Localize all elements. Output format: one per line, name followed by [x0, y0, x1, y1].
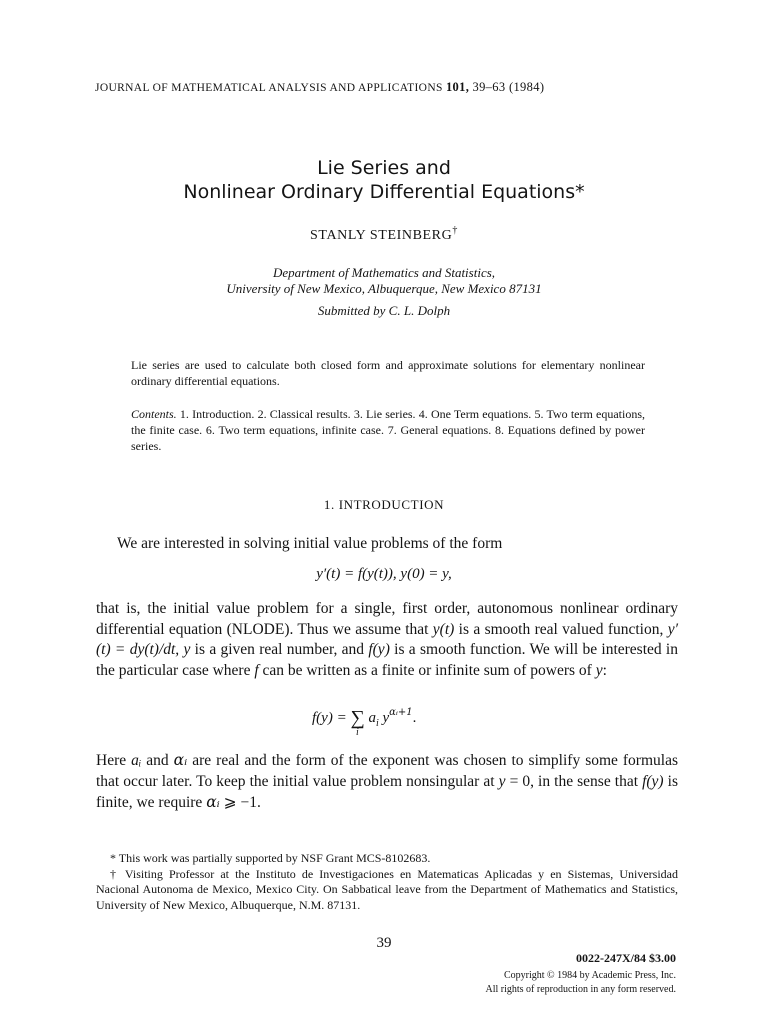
p2-math-b: y(t) — [432, 620, 455, 638]
eq2-exponent: αᵢ+1 — [389, 707, 413, 718]
p3-text-e: are real and the form of the exponent was chosen to simplify some formulas that occur later. To keep the initial value problem nonsingular at — [96, 752, 678, 790]
equation-1: y′(t) = f(y(t)), y(0) = y, — [316, 566, 452, 582]
equation-2 — [312, 705, 417, 738]
summation-index: i — [356, 727, 359, 738]
p3-text-a: Here — [96, 752, 132, 769]
p2-math-f: f(y) — [368, 641, 390, 658]
affiliation-line-1: Department of Mathematics and Statistics, — [272, 265, 496, 280]
p2-text-c: is a smooth real valued function, — [454, 620, 668, 638]
eq2-coef: a — [364, 710, 376, 726]
copyright-line-1: Copyright © 1984 by Academic Press, Inc. — [503, 970, 676, 981]
affiliation-line-2: University of New Mexico, Albuquerque, New Mexico 87131 — [226, 281, 542, 296]
section-heading — [0, 497, 768, 513]
section-title: INTRODUCTION — [338, 497, 445, 512]
paragraph-1: We are interested in solving initial value problems of the form — [117, 535, 503, 552]
submitted-by: Submitted by C. L. Dolph — [317, 303, 451, 318]
summation-symbol: ∑ — [350, 707, 365, 729]
p2-text-i: can be written as a finite or infinite sum of powers of — [258, 661, 596, 679]
p3-text-c: and — [141, 752, 174, 769]
p2-text-g: is a smooth function. We will be interested in the particular case where — [96, 641, 678, 679]
p2-text-a: that is, the initial value problem for a single, first order, autonomous nonlinear ordinary differential equation (NLODE). Thus we assume that — [96, 600, 678, 638]
p3-text-g: = 0, in the sense that — [505, 772, 643, 790]
author — [0, 225, 768, 244]
paper-title-line-2: Nonlinear Ordinary Differential Equations* — [183, 181, 585, 203]
copyright-notice — [485, 969, 676, 997]
p3-math-j: αᵢ — [206, 793, 220, 811]
footnote-2: † Visiting Professor at the Instituto de Investigaciones en Matematicas Aplicadas y en Sistemas, Universidad Nacional Autonoma de Mexico, Mexico City. On Sabbatical leave from the Department of Mathematics and Statistics, University of New Mexico, Albuquerque, N.M. 87131. — [96, 866, 678, 912]
issn-price: 0022-247X/84 $3.00 — [576, 951, 676, 965]
p3-math-h: f(y) — [642, 772, 664, 790]
paragraph-2 — [96, 599, 678, 681]
p2-text-k: : — [602, 661, 607, 679]
p2-math-h: f — [254, 661, 259, 679]
copyright-line-2: All rights of reproduction in any form reserved. — [485, 984, 676, 995]
paragraph-3 — [96, 750, 678, 814]
page-range: 39–63 (1984) — [472, 80, 545, 94]
footnotes — [96, 851, 678, 913]
author-name: STANLY STEINBERG — [310, 228, 453, 243]
abstract: Lie series are used to calculate both closed form and approximate solutions for elementary nonlinear ordinary differential equations. — [131, 358, 645, 388]
eq2-period: . — [412, 710, 417, 726]
p3-text-k: ⩾ −1. — [219, 794, 261, 811]
paper-title-line-1: Lie Series and — [317, 157, 451, 179]
p3-text-i: is finite, we require — [96, 772, 678, 811]
p3-math-f: y — [498, 772, 506, 790]
journal-name: JOURNAL OF MATHEMATICAL ANALYSIS AND APPLICATIONS — [95, 82, 443, 94]
volume-number: 101, — [445, 80, 470, 94]
author-footnote-mark: † — [452, 225, 458, 236]
eq2-var: y — [378, 710, 390, 726]
running-header — [95, 80, 544, 95]
eq2-lhs: f(y) = — [312, 710, 351, 726]
p3-math-d: αᵢ — [173, 751, 188, 769]
contents-label: Contents. — [131, 407, 177, 421]
p2-text-e: is a given real number, and — [190, 641, 369, 658]
p3-math-b: aᵢ — [131, 752, 142, 769]
section-number: 1. — [323, 497, 335, 512]
footnote-1: * This work was partially supported by NSF Grant MCS-8102683. — [110, 851, 431, 865]
contents-text: 1. Introduction. 2. Classical results. 3. Lie series. 4. One Term equations. 5. Two term equations, the finite case. 6. Two term equations, infinite case. 7. General equations. 8. Equations defined by power series. — [131, 407, 645, 453]
p2-math-j: y — [595, 661, 603, 679]
page-number: 39 — [376, 935, 392, 951]
p2-math-d: y′(t) = dy(t)/dt, y — [96, 620, 678, 658]
table-of-contents — [131, 406, 645, 454]
eq2-coef-sub: i — [375, 718, 379, 729]
